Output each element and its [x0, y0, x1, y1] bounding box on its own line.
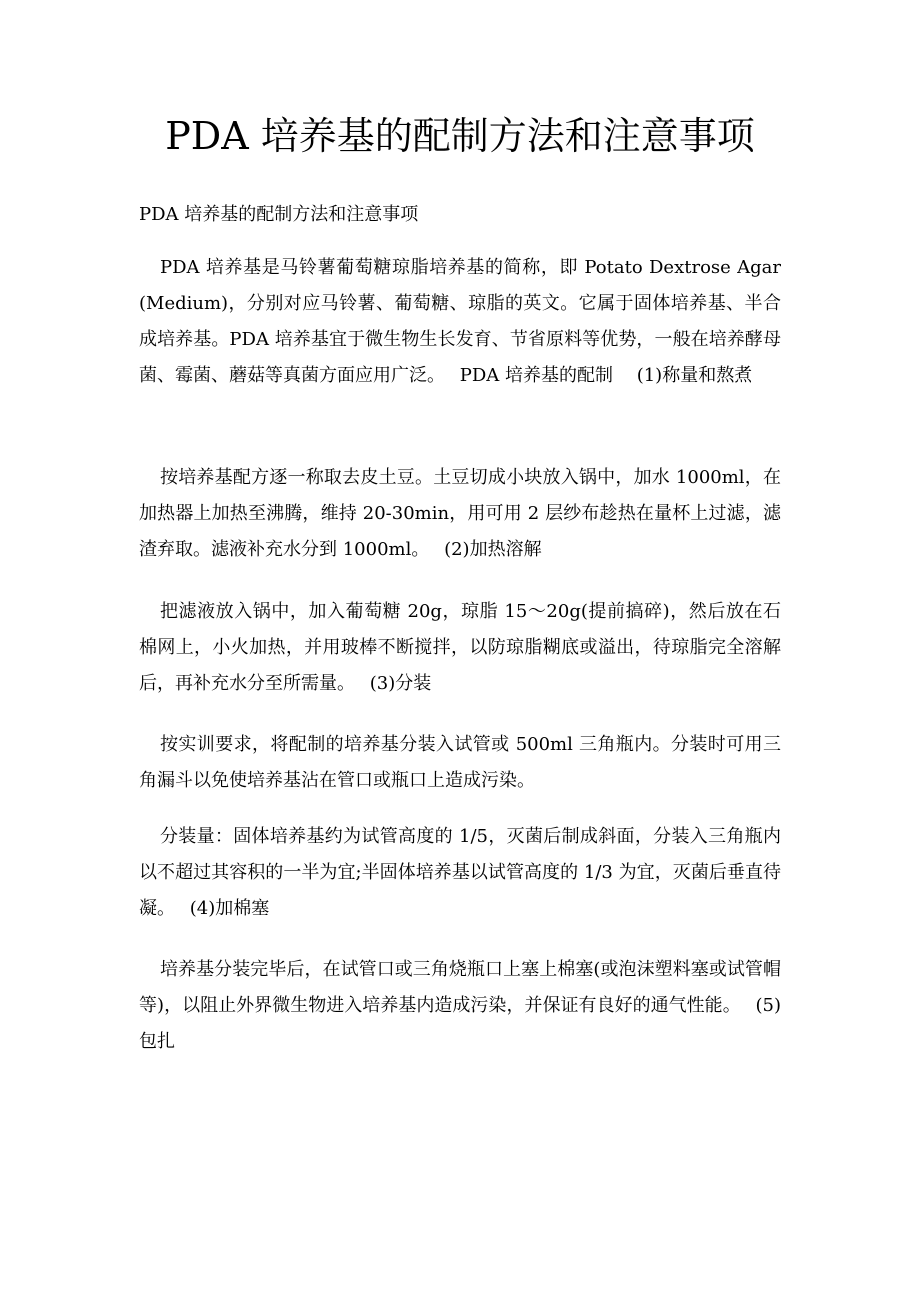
paragraph-plugging: 培养基分装完毕后，在试管口或三角烧瓶口上塞上棉塞(或泡沫塑料塞或试管帽等)，以阻止外界微生物进入培养基内造成污染，并保证有良好的通气性能。 (5)包扎	[139, 959, 781, 1052]
paragraph-dissolving: 把滤液放入锅中，加入葡萄糖 20g，琼脂 15～20g(提前搞碎)，然后放在石棉网上，小火加热，并用玻棒不断搅拌，以防琼脂糊底或溢出，待琼脂完全溶解后，再补充水分至所需量。 (3)分装	[139, 601, 781, 694]
paragraph-weighing: 按培养基配方逐一称取去皮土豆。土豆切成小块放入锅中，加水 1000ml，在加热器上加热至沸腾，维持 20-30min，用可用 2 层纱布趁热在量杯上过滤，滤渣弃取。滤液补充水分到 1000ml。 (2)加热溶解	[139, 467, 781, 560]
paragraph-intro: PDA 培养基是马铃薯葡萄糖琼脂培养基的简称，即 Potato Dextrose Agar (Medium)，分别对应马铃薯、葡萄糖、琼脂的英文。它属于固体培养基、半合成培养基。PDA 培养基宜于微生物生长发育、节省原料等优势，一般在培养酵母菌、霉菌、蘑菇等真菌方面应用广泛。 PDA 培养基的配制 (1)称量和熬煮	[139, 257, 781, 386]
paragraph-dispensing: 按实训要求，将配制的培养基分装入试管或 500ml 三角瓶内。分装时可用三角漏斗以免使培养基沾在管口或瓶口上造成污染。	[139, 734, 781, 791]
paragraph-amount: 分装量：固体培养基约为试管高度的 1/5，灭菌后制成斜面，分装入三角瓶内以不超过其容积的一半为宜;半固体培养基以试管高度的 1/3 为宜，灭菌后垂直待凝。 (4)加棉塞	[139, 826, 781, 919]
document-subtitle: PDA 培养基的配制方法和注意事项	[139, 204, 419, 225]
document-title: PDA 培养基的配制方法和注意事项	[165, 114, 755, 158]
